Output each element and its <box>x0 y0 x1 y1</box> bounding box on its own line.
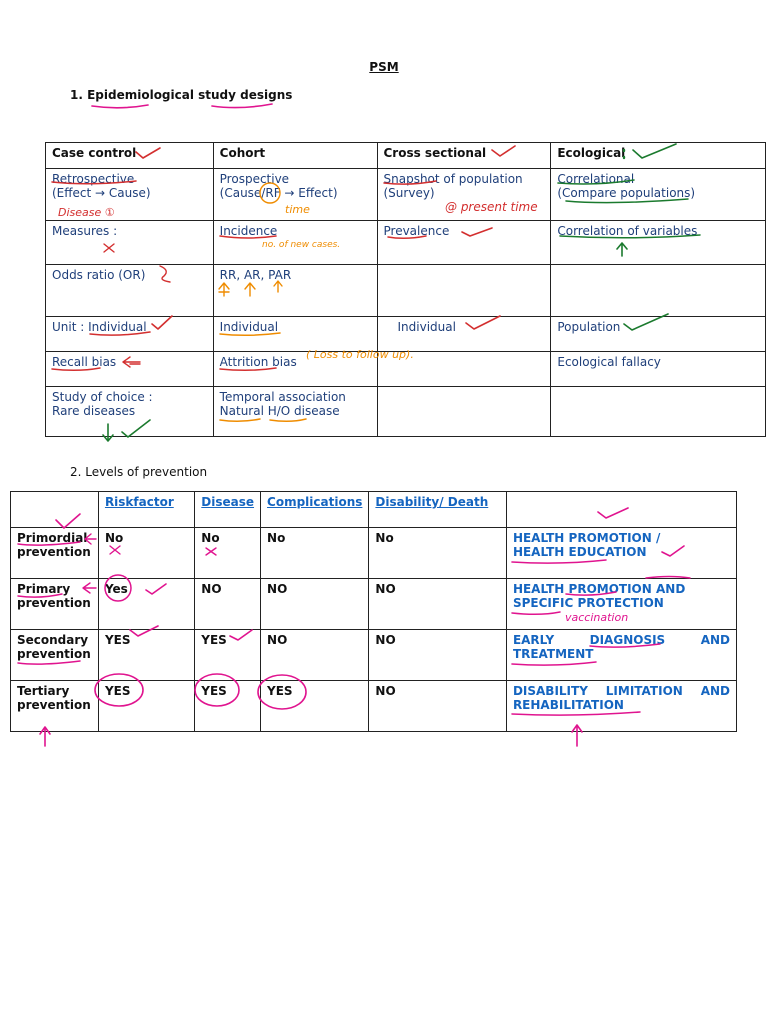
row-label-secondary: Secondary prevention <box>11 630 99 681</box>
cell-cohort-type: Prospective (Cause/RF → Effect) <box>213 169 377 221</box>
cell-primordial-disease: No <box>195 528 261 579</box>
header-disability-death: Disability/ Death <box>369 492 507 528</box>
section1-heading: 1. Epidemiological study designs <box>70 88 293 102</box>
cell-primary-disability: NO <box>369 579 507 630</box>
cell-cohort-choice: Temporal association Natural H/O disease <box>213 387 377 437</box>
cell-primordial-description: HEALTH PROMOTION / HEALTH EDUCATION <box>506 528 736 579</box>
handwritten-vaccination-note: vaccination <box>565 611 629 624</box>
section2-heading: 2. Levels of prevention <box>70 465 208 479</box>
cell-secondary-description: EARLY DIAGNOSIS AND TREATMENT <box>506 630 736 681</box>
cell-case-control-type: Retrospective (Effect → Cause) <box>46 169 214 221</box>
header-disease: Disease <box>195 492 261 528</box>
cell-secondary-complications: NO <box>261 630 369 681</box>
cell-tertiary-disability: NO <box>369 681 507 732</box>
row-label-tertiary: Tertiary prevention <box>11 681 99 732</box>
handwritten-present-time-note: @ present time <box>445 200 538 214</box>
handwritten-loss-note: ( Loss to follow up). <box>306 348 414 361</box>
page-title: PSM <box>369 60 399 74</box>
cell-cohort-bias: Attrition bias <box>213 352 377 387</box>
cell-secondary-disease: YES <box>195 630 261 681</box>
cell-eco-ratio <box>551 265 766 317</box>
cell-primordial-riskfactor: No <box>98 528 194 579</box>
header-cross-sectional: Cross sectional <box>377 143 551 169</box>
handwritten-time-note: time <box>285 203 310 216</box>
header-blank <box>11 492 99 528</box>
cell-cohort-ratio: RR, AR, PAR <box>213 265 377 317</box>
cell-case-control-bias: Recall bias <box>46 352 214 387</box>
cell-cross-unit: Individual <box>377 317 551 352</box>
cell-case-control-unit: Unit : Individual <box>46 317 214 352</box>
cell-primordial-disability: No <box>369 528 507 579</box>
cell-tertiary-complications: YES <box>261 681 369 732</box>
header-riskfactor: Riskfactor <box>98 492 194 528</box>
cell-case-control-ratio: Odds ratio (OR) <box>46 265 214 317</box>
cell-cross-choice <box>377 387 551 437</box>
header-complications: Complications <box>261 492 369 528</box>
row-label-primary: Primary prevention <box>11 579 99 630</box>
header-ecological: Ecological <box>551 143 766 169</box>
header-description-blank <box>506 492 736 528</box>
cell-eco-type: Correlational (Compare populations) <box>551 169 766 221</box>
cell-primary-riskfactor: Yes <box>98 579 194 630</box>
cell-tertiary-disease: YES <box>195 681 261 732</box>
handwritten-disease-note: Disease ① <box>58 206 115 219</box>
cell-secondary-disability: NO <box>369 630 507 681</box>
cell-eco-measure: Correlation of variables <box>551 221 766 265</box>
cell-primordial-complications: No <box>261 528 369 579</box>
cell-cohort-unit: Individual <box>213 317 377 352</box>
cell-eco-unit: Population <box>551 317 766 352</box>
cell-cross-measure: Prevalence <box>377 221 551 265</box>
handwritten-new-cases-note: no. of new cases. <box>262 240 341 250</box>
row-label-primordial: Primordial prevention <box>11 528 99 579</box>
cell-cross-ratio <box>377 265 551 317</box>
cell-case-control-choice: Study of choice : Rare diseases <box>46 387 214 437</box>
cell-primary-description: HEALTH PROMOTION AND SPECIFIC PROTECTION <box>506 579 736 630</box>
cell-cross-type: Snapshot of population (Survey) <box>377 169 551 221</box>
cell-cohort-measure: Incidence <box>213 221 377 265</box>
underline-mark <box>212 104 272 108</box>
header-case-control: Case control <box>46 143 214 169</box>
study-design-table <box>45 142 766 437</box>
cell-eco-bias: Ecological fallacy <box>551 352 766 387</box>
cell-case-control-measure: Measures : <box>46 221 214 265</box>
underline-mark <box>92 105 148 108</box>
cell-secondary-riskfactor: YES <box>98 630 194 681</box>
header-cohort: Cohort <box>213 143 377 169</box>
cell-primary-complications: NO <box>261 579 369 630</box>
cell-eco-choice <box>551 387 766 437</box>
cell-tertiary-description: DISABILITY LIMITATION AND REHABILITATION <box>506 681 736 732</box>
cell-tertiary-riskfactor: YES <box>98 681 194 732</box>
cell-primary-disease: NO <box>195 579 261 630</box>
